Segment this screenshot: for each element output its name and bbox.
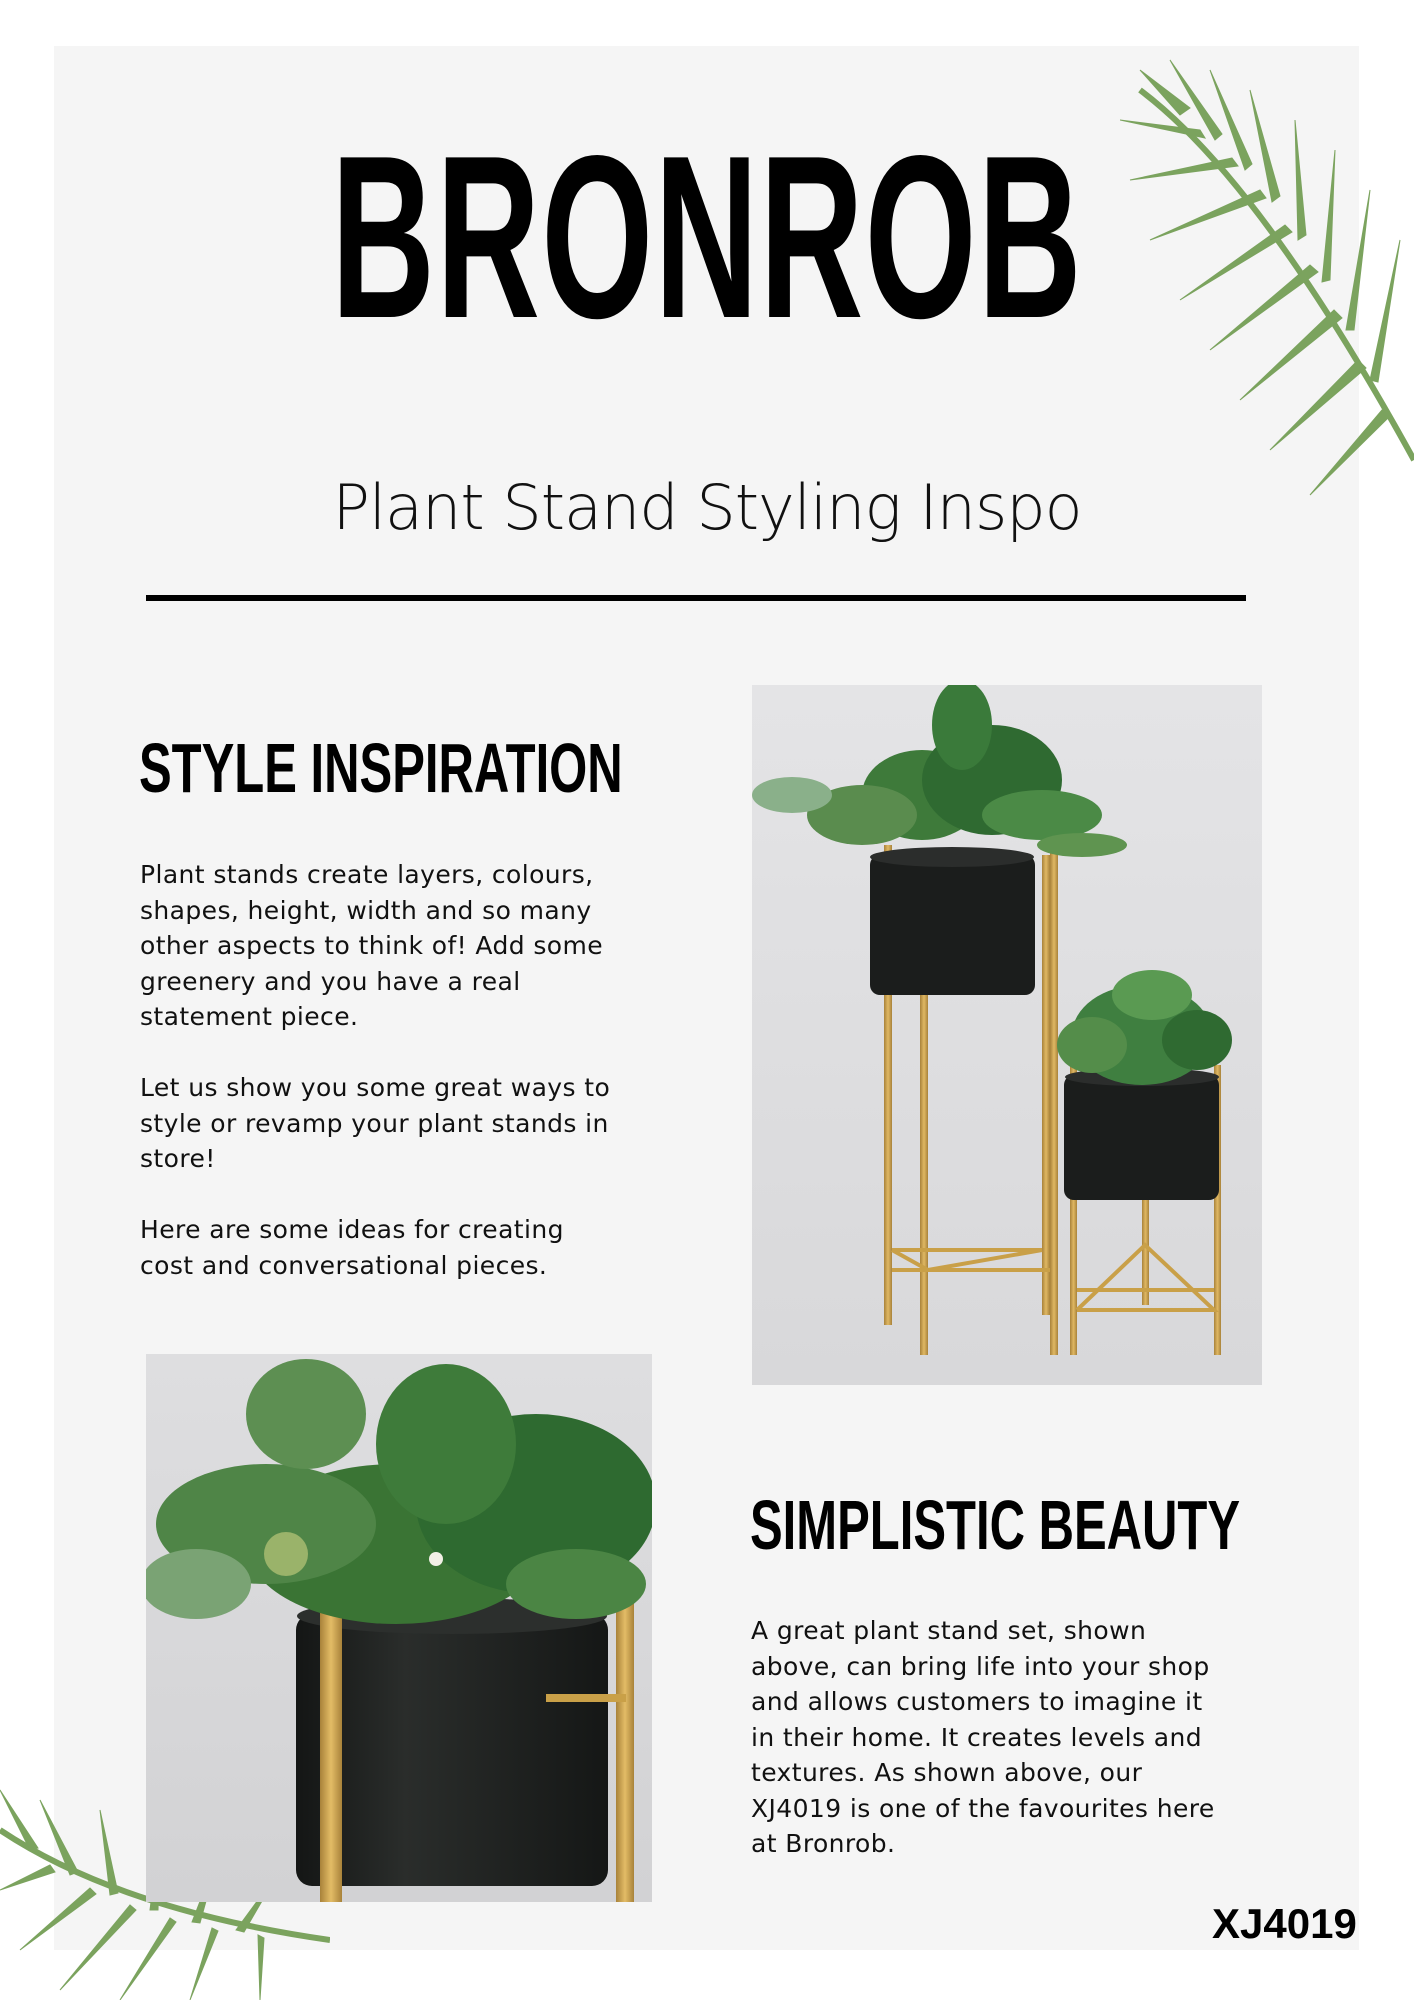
paragraph-1 — [140, 857, 610, 1035]
title-divider — [146, 595, 1246, 601]
text-line: Let us show you some great ways to — [140, 1073, 611, 1102]
text-line: other aspects to think of! Add some — [140, 931, 604, 960]
text-line: style or revamp your plant stands in — [140, 1108, 609, 1138]
simplistic-beauty-heading: SIMPLISTIC BEAUTY — [750, 1486, 1241, 1564]
plant-pot-closeup-photo — [146, 1354, 652, 1902]
text-line: greenery and you have a real — [140, 966, 521, 996]
paragraph-3 — [140, 1212, 610, 1283]
text-line: Plant stands create layers, colours, — [140, 860, 594, 889]
text-line: store! — [140, 1144, 216, 1173]
text-line: A great plant stand set, shown — [751, 1616, 1147, 1645]
text-line: XJ4019 is one of the favourites here — [751, 1793, 1215, 1823]
palm-leaf-decoration-top — [1120, 30, 1414, 500]
product-code: XJ4019 — [1212, 1900, 1357, 1947]
paragraph — [751, 1613, 1215, 1862]
text-line: above, can bring life into your shop — [751, 1651, 1210, 1681]
style-inspiration-heading: STYLE INSPIRATION — [139, 729, 623, 807]
paragraph-2 — [140, 1070, 610, 1177]
text-line: in their home. It creates levels and — [751, 1722, 1203, 1752]
brand-title: BRONROB — [331, 108, 1083, 367]
page-subtitle: Plant Stand Styling Inspo — [332, 471, 1082, 544]
text-line: statement piece. — [140, 1002, 359, 1031]
plant-stand-set-photo — [752, 685, 1262, 1385]
text-line: Here are some ideas for creating — [140, 1215, 564, 1244]
text-line: and allows customers to imagine it — [751, 1687, 1203, 1716]
text-line: cost and conversational pieces. — [140, 1250, 548, 1280]
text-line: textures. As shown above, our — [751, 1758, 1143, 1787]
text-line: shapes, height, width and so many — [140, 895, 592, 925]
style-inspiration-text — [140, 857, 610, 1319]
simplistic-beauty-text — [751, 1613, 1215, 1897]
text-line: at Bronrob. — [751, 1829, 896, 1858]
